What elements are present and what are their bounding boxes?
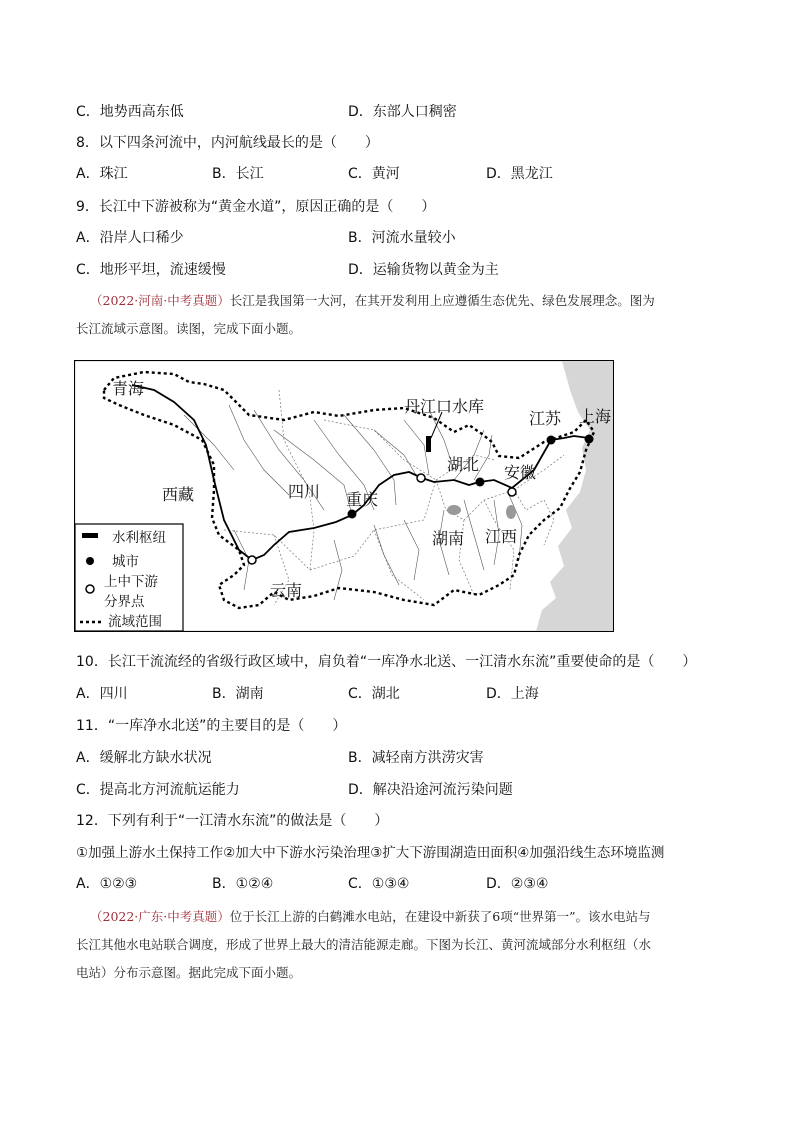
legend-hub-label: 水利枢纽 xyxy=(112,530,166,546)
label-chongqing: 重庆 xyxy=(346,490,379,509)
q10-option-b: B．湖南 xyxy=(212,686,264,702)
label-xizang: 西藏 xyxy=(162,485,195,504)
q8-option-b: B．长江 xyxy=(212,166,264,182)
intro2-source: （2022·广东·中考真题） xyxy=(90,909,230,924)
intro1-text2: 长江流域示意图。读图，完成下面小题。 xyxy=(76,321,302,336)
label-anhui: 安徽 xyxy=(504,463,537,482)
intro-passage-1 xyxy=(76,287,724,343)
poyang-lake xyxy=(506,505,516,519)
legend-boundary-point-icon xyxy=(86,585,94,593)
legend-city-icon xyxy=(86,557,94,565)
hukou-boundary-point xyxy=(508,488,516,496)
intro2-text3: 电站）分布示意图。据此完成下面小题。 xyxy=(76,965,302,980)
q9-option-a: A．沿岸人口稀少 xyxy=(76,230,184,246)
q11-stem: 11．“一库净水北送”的主要目的是（ ） xyxy=(76,718,347,734)
q9-option-b: B．河流水量较小 xyxy=(348,230,456,246)
legend-city-label: 城市 xyxy=(112,554,139,570)
chongqing-city-dot xyxy=(348,510,357,519)
label-sichuan: 四川 xyxy=(288,482,321,501)
q10-option-d: D．上海 xyxy=(486,686,539,702)
label-hubei: 湖北 xyxy=(447,455,480,474)
label-qinghai: 青海 xyxy=(112,379,145,398)
yichang-boundary-point xyxy=(417,474,425,482)
map-legend xyxy=(75,524,183,631)
q9-option-d: D．运输货物以黄金为主 xyxy=(348,262,499,278)
intro2-text2: 长江其他水电站联合调度，形成了世界上最大的清洁能源走廊。下图为长江、黄河流域部分水利枢纽（水 xyxy=(76,937,652,952)
q12-option-a: A．①②③ xyxy=(76,876,138,892)
wuhan-city-dot xyxy=(476,478,485,487)
q11-option-d: D．解决沿途河流污染问题 xyxy=(348,782,513,798)
q7-option-c: C．地势西高东低 xyxy=(76,104,184,120)
nanjing-city-dot xyxy=(547,436,556,445)
legend-boundary-label-1: 上中下游 xyxy=(104,574,158,590)
q11-option-c: C．提高北方河流航运能力 xyxy=(76,782,240,798)
q9-stem: 9．长江中下游被称为“黄金水道”，原因正确的是（ ） xyxy=(76,199,436,215)
danjiangkou-hub-marker xyxy=(426,436,431,452)
q10-option-a: A．四川 xyxy=(76,686,128,702)
q12-statements: ①加强上游水土保持工作②加大中下游水污染治理③扩大下游围湖造田面积④加强沿线生态环境监测 xyxy=(76,845,665,861)
yangtze-basin-map xyxy=(74,360,614,632)
dongting-lake xyxy=(447,505,461,515)
q12-stem: 12．下列有利于“一江清水东流”的做法是（ ） xyxy=(76,813,389,829)
q12-option-c: C．①③④ xyxy=(348,876,410,892)
label-shanghai: 上海 xyxy=(579,407,612,426)
intro1-source: （2022·河南·中考真题） xyxy=(90,293,230,308)
intro1-text: 长江是我国第一大河，在其开发利用上应遵循生态优先、绿色发展理念。图为 xyxy=(229,293,655,308)
intro-passage-2 xyxy=(76,903,724,987)
q8-option-a: A．珠江 xyxy=(76,166,128,182)
q10-stem: 10．长江干流流经的省级行政区域中，肩负着“一库净水北送、一江清水东流”重要使命的是（ ） xyxy=(76,654,697,670)
label-hunan: 湖南 xyxy=(432,529,465,548)
shanghai-city-dot xyxy=(585,435,594,444)
label-yunnan: 云南 xyxy=(270,581,303,600)
q8-option-d: D．黑龙江 xyxy=(486,166,553,182)
q7-option-d: D．东部人口稠密 xyxy=(348,104,457,120)
q11-option-a: A．缓解北方缺水状况 xyxy=(76,750,212,766)
q8-stem: 8．以下四条河流中，内河航线最长的是（ ） xyxy=(76,135,379,151)
legend-basin-label: 流域范围 xyxy=(108,614,162,630)
upper-middle-boundary-point xyxy=(248,556,256,564)
q8-option-c: C．黄河 xyxy=(348,166,400,182)
map-svg xyxy=(74,360,614,632)
label-danjiangkou: 丹江口水库 xyxy=(404,397,485,416)
q9-option-c: C．地形平坦，流速缓慢 xyxy=(76,262,226,278)
q11-option-b: B．减轻南方洪涝灾害 xyxy=(348,750,484,766)
q10-option-c: C．湖北 xyxy=(348,686,400,702)
q12-option-b: B．①②④ xyxy=(212,876,274,892)
q12-option-d: D．②③④ xyxy=(486,876,549,892)
legend-boundary-label-2: 分界点 xyxy=(104,594,145,610)
legend-hub-icon xyxy=(82,533,98,538)
intro2-text: 位于长江上游的白鹤滩水电站，在建设中新获了6项“世界第一”。该水电站与 xyxy=(229,909,651,924)
label-jiangsu: 江苏 xyxy=(529,409,562,428)
label-jiangxi: 江西 xyxy=(485,527,518,546)
